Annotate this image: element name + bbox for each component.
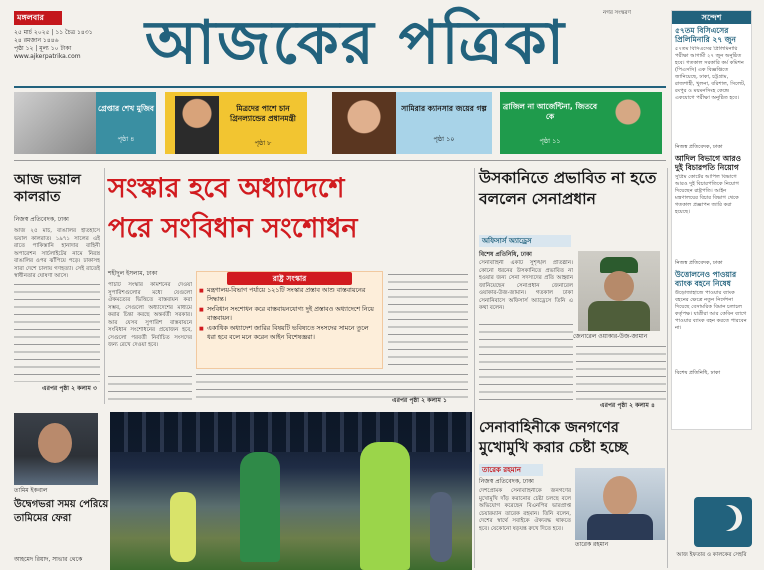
left-story-headline[interactable]: আজ ভয়াল কালরাত [14, 172, 81, 205]
army-chief-face [604, 271, 634, 301]
promo-samira[interactable] [332, 92, 492, 154]
tarek-byline-name: তারেক রহমান [479, 464, 543, 476]
promo-page: পৃষ্ঠা ১০ [433, 135, 455, 143]
lead-headline-line2[interactable]: পরে সংবিধান সংশোধন [108, 213, 358, 244]
tarek-suit [587, 514, 653, 540]
left-story-continued[interactable]: এরপর পৃষ্ঠা ২ কলাম ৩ [42, 385, 97, 392]
iftar-caption: আজ ইফতার ও কালকের সেহরি [676, 552, 747, 558]
tarek-headline[interactable]: সেনাবাহিনীকে জনগণের মুখোমুখি করার চেষ্টা হচ্ছে [479, 420, 628, 456]
player-1 [240, 452, 280, 562]
sandesh-byline: নিজস্ব প্রতিবেদক, ঢাকা [675, 144, 723, 150]
newspaper-logo: আজকের পত্রিকা [145, 8, 566, 78]
pm-photo [175, 96, 219, 154]
promo-text: সামিরার ক্যানসার জয়ের গল্প [401, 104, 487, 113]
sandesh-sidebar [671, 10, 752, 430]
army-chief-body: সেনাবাহিনী একটি সুশৃঙ্খল প্রতিষ্ঠান। কোনো ধরনের উসকানিতে প্রভাবিত না হওয়ার জন্য সেনা সদস্যদের প্রতি আহ্বান জানিয়েছেন সেনাপ্রধান জেনারেল ওয়াকার-উজ-জামান। গতকাল ঢাকা সেনানিবাসে অফিসার্স অ্যাড্রেসে তিনি এ কথা বলেন। [479, 260, 573, 311]
column-rule [474, 168, 475, 568]
player-3 [170, 492, 196, 562]
promo-page: পৃষ্ঠা ১১ [539, 137, 561, 145]
pages-price: পৃষ্ঠা ১২ | মূল্য ১০ টাকা [14, 45, 72, 52]
promo-text: ব্রাজিল না আর্জেন্টিনা, জিতবে কে [502, 102, 598, 121]
samira-photo [332, 92, 396, 154]
left-story-body: আজ ২৫ মার্চ, বাঙালির ইতিহাসে ভয়াল কালরাত। ১৯৭১ সালের এই রাতে পাকিস্তানি হানাদার বাহিনী অপারেশন সার্চলাইটের নামে নিরস্ত্র বাঙালির ওপর ঝাঁপিয়ে পড়ে। ঢাকাসহ সারা দেশে চালায় গণহত্যা। সেই রাতেই স্বাধীনতার ঘোষণা আসে। [14, 228, 100, 279]
tarek-photo-caption: তারেক রহমান [575, 541, 609, 548]
date-bangla: ২৫ মার্চ ২০২৫ | ১১ চৈত্র ১৪৩১ [14, 29, 93, 36]
reform-item: ■ একাধিক অধ্যাদেশ জারির বিষয়টি ভবিষ্যতে সংসদের সামনে তুলে ধরা হবে বলে মনে করেন আইন বিশেষজ্ঞরা। [197, 323, 382, 342]
lead-text-lines-3 [388, 272, 468, 368]
lead-byline: শহীদুল ইসলাম, ঢাকা [108, 270, 158, 277]
reform-item: ■ মন্ত্রণালয়-বিভাগ পর্যায়ে ১২১টি সংস্কার প্রস্তাব আশু বাস্তবায়নের সিদ্ধান্ত। [197, 285, 382, 304]
website-link[interactable]: www.ajkerpatrika.com [14, 53, 81, 60]
army-chief-byline: বিশেষ প্রতিনিধি, ঢাকা [479, 251, 532, 258]
edition-tag: নগর সংস্করণ [603, 10, 631, 16]
tamim-photo [14, 413, 98, 485]
mujib-photo [14, 92, 96, 154]
sandesh-body: ৫৭তম বিসিএসের প্রিলিমিনারি পরীক্ষা আগামী ২৭ জুন অনুষ্ঠিত হবে। গতকাল সরকারি কর্ম কমিশন (পিএসসি) এক বিজ্ঞপ্তিতে জানিয়েছে, ঢাকা, চট্টগ্রাম, রাজশাহী, খুলনা, বরিশাল, সিলেট, রংপুর ও ময়মনসিংহ কেন্দ্রে একযোগে পরীক্ষা অনুষ্ঠিত হবে। [675, 46, 746, 101]
tamim-face [38, 423, 72, 463]
army-chief-text-lines [479, 322, 573, 404]
stadium-lights [110, 412, 472, 452]
iftar-logo-icon [694, 497, 752, 547]
reform-box [196, 271, 383, 369]
promo-greenland[interactable] [165, 92, 307, 154]
lead-text-lines [108, 374, 192, 404]
lead-continued[interactable]: এরপর পৃষ্ঠা ২ কলাম ১ [392, 397, 447, 404]
army-chief-tag: অফিসার্স অ্যাড্রেস [479, 235, 571, 247]
promo-page: পৃষ্ঠা ৮ [254, 139, 272, 147]
promo-rule [14, 160, 666, 161]
tamim-photo-caption: তামিম ইকবাল [14, 487, 48, 494]
promo-page: পৃষ্ঠা ৪ [117, 135, 135, 143]
left-story-byline: নিজস্ব প্রতিবেদক, ঢাকা [14, 216, 69, 223]
army-chief-text-lines-2 [576, 344, 666, 400]
lead-headline-line1[interactable]: সংস্কার হবে অধ্যাদেশে [108, 173, 345, 204]
tamim-headline[interactable]: উদ্বেগভরা সময় পেরিয়ে তামিমের ফেরা [14, 499, 109, 524]
dateline [14, 29, 134, 61]
reform-item: ■ সংবিধান সংশোধন করে বাস্তবায়নযোগ্য দুই প্রস্তাবও অধ্যাদেশে নিয়ে বাস্তবায়ন। [197, 304, 382, 323]
player-4 [430, 492, 452, 562]
left-story-text-lines [14, 282, 100, 382]
army-chief-headline[interactable]: উসকানিতে প্রভাবিত না হতে বললেন সেনাপ্রধান [479, 169, 657, 208]
promo-text: মিত্রদের পাশে চান গ্রিনল্যান্ডের প্রধানমন্ত্রী [230, 104, 296, 123]
army-chief-continued[interactable]: এরপর পৃষ্ঠা ২ কলাম ৪ [600, 402, 655, 409]
column-rule [667, 168, 668, 568]
reform-box-title: রাষ্ট্র সংস্কার [227, 272, 352, 285]
sandesh-headline[interactable]: আদিল বিভাগে আরও দুই বিচারপতি নিয়োগ [675, 154, 742, 172]
player-2 [360, 442, 410, 570]
football-training-photo [110, 412, 472, 570]
tarek-photo [575, 468, 665, 540]
promo-mujib[interactable] [14, 92, 156, 154]
tamim-byline: আহমেদ রিয়াদ, সাভার থেকে [14, 556, 83, 563]
crescent-icon [710, 505, 736, 531]
sandesh-byline: বিশেষ প্রতিনিধি, ঢাকা [675, 370, 721, 376]
sandesh-body: সুপ্রিম কোর্টের আপিল বিভাগে আরও দুই বিচারপতিকে নিয়োগ দিয়েছেন রাষ্ট্রপতি। আইন মন্ত্রণালয়ের বিচার বিভাগ থেকে গতকাল প্রজ্ঞাপন জারি করা হয়েছে। [675, 174, 739, 215]
masthead-rule [14, 86, 666, 88]
army-chief-photo-caption: জেনারেল ওয়াকার-উজ-জামান [573, 333, 648, 340]
footballer-photo [600, 94, 656, 154]
army-chief-photo [578, 251, 660, 331]
tarek-face [603, 476, 637, 516]
column-rule [104, 168, 105, 404]
date-hijri: ২৪ রমজান ১৪৪৬ [14, 37, 59, 44]
sandesh-headline[interactable]: উত্তোলনেও পাওয়ার ব্যাংক বহনে নিষেধ [675, 270, 737, 288]
weekday-badge: মঙ্গলবার [14, 11, 62, 25]
sandesh-body: উড়োজাহাজে পাওয়ার ব্যাংক বহনের ক্ষেত্রে নতুন নির্দেশনা দিয়েছে বেসামরিক বিমান চলাচল কর্তৃপক্ষ। যাত্রীরা আর কেবিন ব্যাগে পাওয়ার ব্যাংক বহন করতে পারবেন না। [675, 290, 747, 331]
lead-body: পাঁচটি সংস্কার কমিশনের দেওয়া সুপারিশগুলোর মধ্যে যেগুলো ঐকমত্যের ভিত্তিতে বাস্তবায়ন করা সম্ভব, সেগুলো অধ্যাদেশের মাধ্যমে করার চিন্তা করছে অন্তর্বর্তী সরকার। আর যেসব সুপারিশ বাস্তবায়নে সংবিধান সংশোধনের প্রয়োজন হবে, সেগুলো পরবর্তী নির্বাচিত সংসদের জন্য রেখে দেওয়া হবে। [108, 282, 192, 348]
promo-text: গ্রেপ্তার শেখ মুজিব [98, 104, 154, 113]
sandesh-byline: নিজস্ব প্রতিবেদক, ঢাকা [675, 260, 723, 266]
sandesh-title: সন্দেশ [672, 11, 751, 24]
tarek-byline: নিজস্ব প্রতিবেদক, ঢাকা [479, 478, 534, 485]
promo-football[interactable] [500, 92, 662, 154]
tarek-body: দেশপ্রেমিক সেনাবাহিনীকে জনগণের মুখোমুখি দাঁড় করানোর চেষ্টা চলছে বলে অভিযোগ করেছেন বিএনপির ভারপ্রাপ্ত চেয়ারম্যান তারেক রহমান। তিনি বলেন, দেশের স্বার্থে সবাইকে ঐক্যবদ্ধ থাকতে হবে। যেকোনো ষড়যন্ত্র রুখে দিতে হবে। [479, 488, 571, 532]
sandesh-headline[interactable]: ৫৭তম বিসিএসের প্রিলিমিনারি ২৭ জুন [675, 26, 736, 44]
army-chief-uniform [588, 301, 650, 331]
